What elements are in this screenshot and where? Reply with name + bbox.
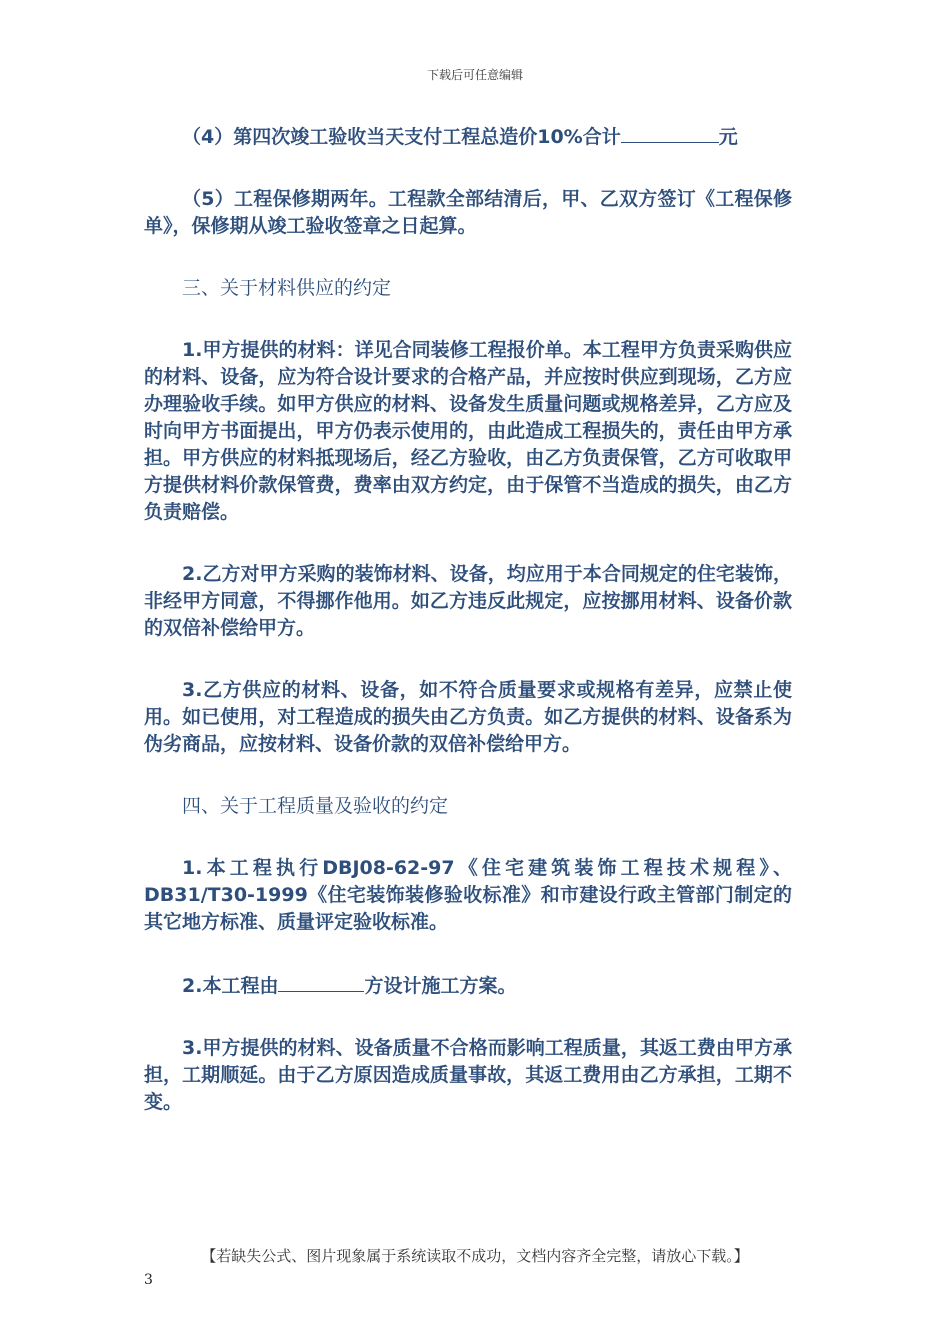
materials-clause-2: 2.乙方对甲方采购的装饰材料、设备，均应用于本合同规定的住宅装饰，非经甲方同意，不得挪作他用。如乙方违反此规定，应按挪用材料、设备价款的双倍补偿给甲方。 (144, 562, 792, 639)
document-body (144, 122, 792, 1116)
party-blank-line (278, 971, 364, 992)
header-note: 下载后可任意编辑 (426, 68, 523, 82)
warranty-item-5: （5）工程保修期两年。工程款全部结清后，甲、乙双方签订《工程保修单》，保修期从竣工验收签章之日起算。 (144, 187, 792, 237)
section-heading-materials: 三、关于材料供应的约定 (182, 276, 392, 299)
payment-item-4-text: （4）第四次竣工验收当天支付工程总造价10%合计 (182, 125, 621, 148)
amount-blank-line (621, 122, 719, 143)
quality-clause-3: 3.甲方提供的材料、设备质量不合格而影响工程质量，其返工费由甲方承担，工期顺延。由于乙方原因造成质量事故，其返工费用由乙方承担，工期不变。 (144, 1036, 792, 1113)
materials-clause-1: 1.甲方提供的材料：详见合同装修工程报价单。本工程甲方负责采购供应的材料、设备，应为符合设计要求的合格产品，并应按时供应到现场，乙方应办理验收手续。如甲方供应的材料、设备发生质量问题或规格差异，乙方应及时向甲方书面提出，甲方仍表示使用的，由此造成工程损失的，责任由甲方承担。甲方供应的材料抵现场后，经乙方验收，由乙方负责保管，乙方可收取甲方提供材料价款保管费，费率由双方约定，由于保管不当造成的损失，由乙方负责赔偿。 (144, 338, 792, 523)
quality-clause-2-tail: 方设计施工方案。 (364, 974, 517, 997)
payment-item-4-unit: 元 (718, 125, 738, 148)
materials-clause-3: 3.乙方供应的材料、设备，如不符合质量要求或规格有差异，应禁止使用。如已使用，对工程造成的损失由乙方负责。如乙方提供的材料、设备系为伪劣商品，应按材料、设备价款的双倍补偿给甲方。 (144, 678, 792, 755)
quality-clause-2-text: 2.本工程由 (182, 974, 279, 997)
page-number: 3 (144, 1272, 153, 1288)
section-heading-quality: 四、关于工程质量及验收的约定 (182, 794, 449, 817)
footer-note: 【若缺失公式、图片现象属于系统读取不成功，文档内容齐全完整，请放心下载。】 (201, 1247, 749, 1265)
quality-clause-1: 1.本工程执行DBJ08-62-97《住宅建筑装饰工程技术规程》、DB31/T30-1999《住宅装饰装修验收标准》和市建设行政主管部门制定的其它地方标准、质量评定验收标准。 (144, 856, 792, 933)
payment-item-4 (144, 122, 792, 151)
quality-clause-2 (144, 971, 792, 1000)
